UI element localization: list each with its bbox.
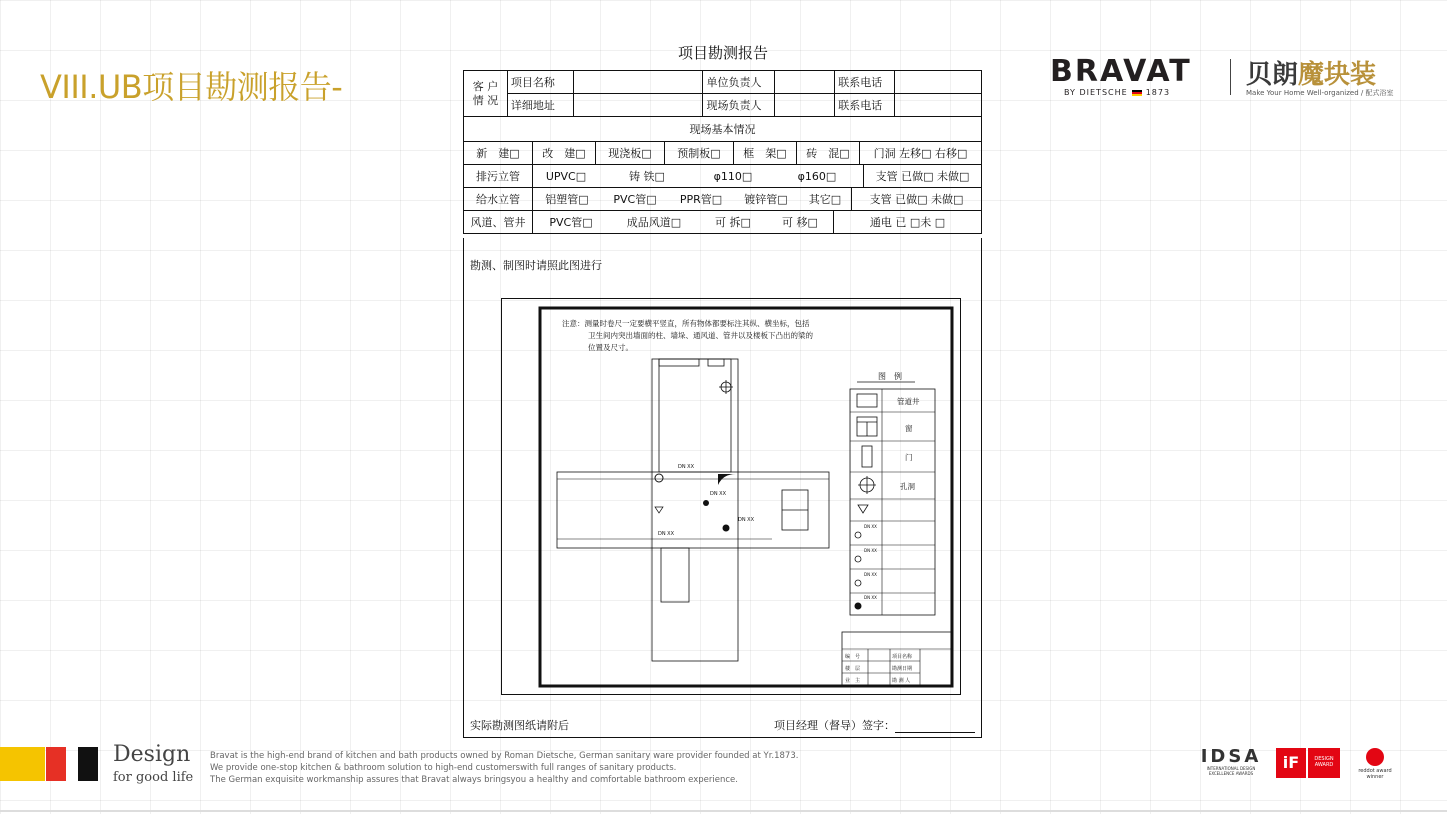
legend-dn-2: DN XX [864,548,877,553]
note-line-3: 位置及尺寸。 [588,343,633,352]
duct-pvc-option[interactable]: PVC管□ [549,216,593,229]
address-label: 详细地址 [507,94,573,117]
legend-window: 窗 [905,424,913,433]
drain-pipe-label: 排污立管 [464,165,533,187]
precast-slab-option[interactable]: 预制板□ [665,142,734,164]
plan-vertical-room [652,359,738,661]
signature-label: 项目经理（督导）签字： [774,719,895,732]
drain-110-option[interactable]: φ110□ [713,169,753,183]
note-line-1: 注意：测量时卷尺一定要横平竖直，所有物体都要标注其纵、横坐标，包括 [562,319,810,328]
cn-brand-b: 魔块装 [1298,60,1377,90]
legend-box [850,389,935,615]
signature-area [774,717,975,733]
client-label: 客 户 情 况 [464,71,508,117]
report-table [463,70,982,234]
tb-floor: 楼 层 [845,666,861,672]
footer-line-3: The German exquisite workmanship assures that Bravat always bringsyou a healthy and comfortable bathroom experience. [210,775,738,785]
footer-description [210,750,798,786]
plan-lower-room [661,548,689,602]
legend-dn-3: DN XX [864,572,877,577]
bravat-subline [1064,88,1170,97]
bravat-year: 1873 [1145,88,1171,97]
reddot-award-logo [1350,748,1400,780]
tb-date: 勘测日期 [892,666,913,672]
bravat-wordmark: BRAVAT [1050,54,1192,89]
tb-surveyor: 勘 测 人 [892,678,911,684]
project-name-label: 项目名称 [507,71,573,94]
duct-movable-option[interactable]: 可 移□ [767,211,834,233]
cn-brand-tagline: Make Your Home Well-organized / 配式浴室 [1246,89,1394,97]
stripe-red [46,747,66,781]
note-line-2: 卫生间内突出墙面的柱、墙垛、通风道、管井以及楼板下凸出的梁的 [588,331,813,340]
tb-owner: 业 主 [845,678,861,684]
bravat-by: BY DIETSCHE [1064,88,1128,97]
good-life-slogan: for good life [113,770,194,785]
floor-plan-svg [502,299,960,694]
drawing-frame [540,308,952,686]
project-name-value[interactable] [573,71,703,94]
drawing-sheet [463,238,982,738]
instruction-text: 勘测、制图时请照此图进行 [470,259,602,272]
plan-window-top [659,359,699,366]
drain-upvc-option[interactable]: UPVC□ [545,169,587,183]
idea-award-logo [1198,748,1264,776]
contact-phone2-value[interactable] [895,94,982,117]
duct-removable-option[interactable]: 可 拆□ [715,216,751,229]
legend-dn-4: DN XX [864,595,877,600]
dn-label-2: DN XX [710,491,727,497]
survey-report [463,40,983,234]
stripe-yellow [0,747,45,781]
new-build-option[interactable]: 新 建□ [464,142,533,164]
water-pipe-label: 给水立管 [464,188,533,210]
reddot-award-text: reddot award winner [1358,768,1392,780]
brand-divider [1230,59,1231,95]
german-flag-icon [1132,90,1142,96]
water-galv-option[interactable]: 镀锌管□ [744,193,788,206]
dn-label-4: DN XX [658,531,675,537]
site-owner-label: 现场负责人 [703,94,775,117]
legend-dn-1: DN XX [864,524,877,529]
water-branch-option[interactable]: 支管 已做□ 未做□ [869,193,964,206]
pipe-shaft-mark [718,474,736,485]
basic-info-header: 现场基本情况 [464,117,982,142]
if-mark-icon: iF [1276,748,1306,778]
plan-upper-room [659,359,731,472]
reddot-icon [1366,748,1384,766]
if-award-text: DESIGN AWARD [1308,748,1340,778]
attach-note: 实际勘测图纸请附后 [470,719,569,732]
survey-drawing [501,298,961,695]
unit-owner-label: 单位负责人 [703,71,775,94]
footer-line-1: Bravat is the high-end brand of kitchen and bath products owned by Roman Dietsche, German sanitary ware provider founded at Yr.1873. [210,751,799,761]
site-owner-value[interactable] [775,94,835,117]
legend-title: 图 例 [878,372,902,381]
idea-mark-icon: IDSA [1200,746,1262,767]
contact-phone-label: 联系电话 [835,71,895,94]
water-ppr-option[interactable]: PPR管□ [679,193,723,206]
stripe-black [78,747,98,781]
drain-160-option[interactable]: φ160□ [771,165,864,187]
cn-brand-name [1246,54,1376,91]
legend-hole: 孔洞 [900,482,915,491]
cast-slab-option[interactable]: 现浇板□ [596,142,665,164]
report-title: 项目勘测报告 [677,44,768,62]
bottom-rule [0,810,1447,812]
drain-iron-option[interactable]: 铸 铁□ [629,170,665,183]
contact-phone2-label: 联系电话 [835,94,895,117]
water-alu-option[interactable]: 铝塑管□ [545,193,589,206]
cn-brand-a: 贝朗 [1246,60,1299,90]
legend-shaft: 管道井 [897,397,920,406]
unit-owner-value[interactable] [775,71,835,94]
dn-label-3: DN XX [738,517,755,523]
plan-window-top-2 [708,359,724,366]
signature-line[interactable] [895,722,975,733]
power-option[interactable]: 通电 已 □未 □ [869,216,946,229]
idea-award-text: INTERNATIONAL DESIGN EXCELLENCE AWARDS [1206,766,1256,776]
slide-title: VIII.UB项目勘测报告- [40,68,343,106]
door-shift-option[interactable]: 门洞 左移□ 右移□ [873,147,968,160]
legend-door: 门 [905,453,913,462]
design-slogan: Design [113,742,191,767]
brick-option[interactable]: 砖 混□ [797,142,860,164]
footer [0,742,1447,814]
if-award-logo [1276,748,1340,780]
brand-logo [1050,54,1410,104]
address-value[interactable] [573,94,703,117]
tb-project: 项目名称 [892,654,913,660]
dn-label-1: DN XX [678,464,695,470]
contact-phone-value[interactable] [895,71,982,94]
rebuild-option[interactable]: 改 建□ [533,142,596,164]
duct-finished-option[interactable]: 成品风道□ [626,216,682,229]
footer-line-2: We provide one-stop kitchen & bathroom solution to high-end customerswith full ranges of sanitary products. [210,763,677,773]
frame-option[interactable]: 框 架□ [734,142,797,164]
tb-number: 编 号 [845,654,861,660]
water-other-option[interactable]: 其它□ [799,188,852,210]
water-pvc-option[interactable]: PVC管□ [613,193,657,206]
drain-branch-option[interactable]: 支管 已做□ 未做□ [875,170,970,183]
duct-label: 风道、管井 [464,211,533,233]
